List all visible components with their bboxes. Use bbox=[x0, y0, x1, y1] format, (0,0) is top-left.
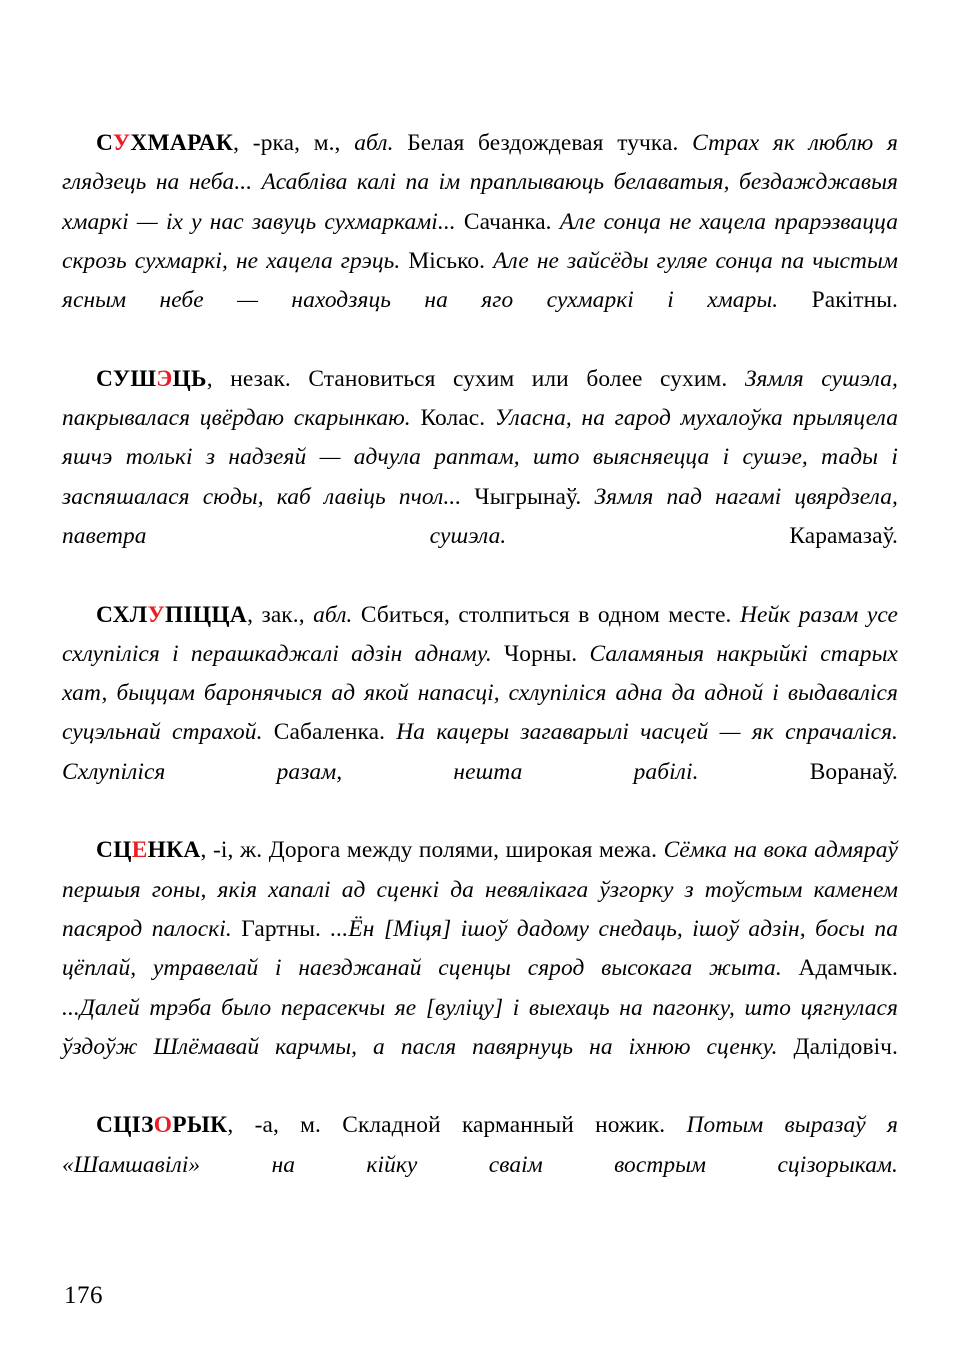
entry-citation-source: Сачанка. bbox=[463, 208, 560, 235]
entry-citation-quote: Зямля пад нагамі цвярдзела, паветра сушэла. bbox=[62, 483, 898, 549]
entry-grammar-label: , незак. bbox=[206, 365, 291, 392]
entry-citation-source: Далідовіч. bbox=[793, 1033, 898, 1060]
entry-citation-source: Адамчык. bbox=[798, 955, 898, 982]
page-number: 176 bbox=[64, 1282, 103, 1309]
entry-citation-source: Ракітны. bbox=[811, 287, 898, 314]
entry-citation-quote: Уласна, на гарод мухалоўка прыляцела яшчэ толькі з надзеяй — адчула раптам, што выясняецца і сушэе, тады і заспяшалася сюды, каб лавіць пчол... bbox=[62, 405, 898, 510]
dictionary-entry bbox=[62, 831, 898, 1106]
entry-citation-quote: Сёмка на вока адмяраў першыя гоны, якія хапалі ад сценкі да невялікага ўзгорку з тоўстым каменем пасярод палоскі. bbox=[62, 837, 898, 942]
entry-citation-source: Воранаў. bbox=[809, 758, 898, 785]
entry-definition: Складной карманный ножик. bbox=[321, 1112, 687, 1139]
entry-grammar-label: , -рка, м., bbox=[233, 130, 355, 156]
entry-citation-source: Чорны. bbox=[503, 640, 590, 667]
entry-citation-source: Колас. bbox=[420, 405, 495, 432]
headword-text-before-stress: С bbox=[96, 130, 113, 156]
headword-text-before-stress: СХЛ bbox=[96, 601, 148, 628]
entry-citation-quote: Але не зайсёды гуляе сонца па чыстым ясным небе — находзяць на яго сухмаркі і хмары. bbox=[62, 247, 898, 314]
dictionary-entry bbox=[62, 360, 898, 596]
entry-citation-quote: Саламяныя накрыйкі старых хат, быццам баронячыся ад якой напасці, схлупіліся адна да адной і выдаваліся суцэльнай страхой. bbox=[62, 640, 899, 746]
entry-citation-quote: Нейк разам усе схлупіліся і перашкаджалі адзін аднаму. bbox=[62, 601, 898, 667]
entry-citation-quote: ...Далей трэба было перасекчы яе [вуліцу] і выехаць на пагонку, што цягнулася ўздоўж Шлёмавай карчмы, а пасля павярнуць на іхнюю сценку. bbox=[62, 994, 898, 1060]
entry-definition: Белая бездождевая тучка. bbox=[393, 130, 693, 156]
headword-stressed-vowel: У bbox=[112, 130, 131, 156]
dictionary-entry bbox=[62, 1106, 898, 1224]
headword-stressed-vowel: У bbox=[147, 601, 165, 628]
entry-headword bbox=[96, 1112, 227, 1138]
entry-usage-label: абл. bbox=[313, 601, 353, 628]
entry-citation-source: Гартны. bbox=[241, 915, 331, 942]
entry-definition: Становиться сухим или более сухим. bbox=[290, 365, 745, 392]
entry-citation-source: Карамазаў. bbox=[789, 522, 898, 549]
headword-stressed-vowel: Э bbox=[156, 365, 173, 392]
headword-text-before-stress: СЦІЗ bbox=[96, 1112, 154, 1139]
entry-citation-quote: На кацеры загаварылі часцей — як спрачаліся. Схлупіліся разам, нешта рабілі. bbox=[62, 719, 898, 785]
entry-citation-quote: Потым выразаў я «Шамшавілі» на кійку сваім вострым сцізорыкам. bbox=[62, 1112, 899, 1178]
entry-headword bbox=[96, 837, 201, 863]
dictionary-entry bbox=[62, 124, 898, 360]
entry-definition: Дорога между полями, широкая межа. bbox=[262, 837, 664, 864]
entry-grammar-label: , -і, ж. bbox=[200, 837, 263, 864]
headword-stressed-vowel: О bbox=[153, 1112, 173, 1139]
dictionary-entry-list bbox=[62, 124, 898, 1224]
entry-headword bbox=[96, 366, 207, 392]
entry-definition: Сбиться, столпиться в одном месте. bbox=[352, 601, 740, 628]
entry-citation-quote: Зямля сушэла, пакрывалася цвёрдаю скарынкаю. bbox=[62, 365, 899, 432]
entry-citation-quote: ...Ён [Міця] ішоў дадому снедаць, ішоў адзін, босы па цёплай, утравелай і наезджанай сценцы сярод высокага жыта. bbox=[62, 915, 899, 982]
entry-headword bbox=[96, 602, 247, 628]
headword-text-after-stress: ПІЦЦА bbox=[164, 601, 248, 628]
entry-citation-source: Чыгрынаў. bbox=[474, 483, 595, 510]
entry-usage-label: абл. bbox=[354, 130, 394, 156]
headword-stressed-vowel: Е bbox=[131, 837, 148, 864]
entry-grammar-label: , зак., bbox=[247, 601, 314, 628]
headword-text-before-stress: СЦ bbox=[96, 837, 132, 864]
dictionary-entry bbox=[62, 596, 898, 832]
entry-citation-source: Сабаленка. bbox=[273, 719, 397, 746]
headword-text-before-stress: СУШ bbox=[96, 365, 157, 392]
headword-text-after-stress: НКА bbox=[147, 837, 201, 864]
entry-grammar-label: , -а, м. bbox=[227, 1112, 321, 1139]
headword-text-after-stress: ЦЬ bbox=[172, 365, 207, 392]
entry-headword bbox=[96, 130, 233, 156]
entry-citation-quote: Але сонца не хацела прарэзвацца скрозь сухмаркі, не хацела грэць. bbox=[62, 208, 898, 274]
headword-text-after-stress: ХМАРАК bbox=[130, 130, 234, 156]
headword-text-after-stress: РЫК bbox=[172, 1112, 228, 1139]
entry-citation-quote: Страх як люблю я глядзець на неба... Асабліва калі па ім праплываюць белаватыя, бездажджавыя хмаркі — іх у нас завуць сухмаркамі... bbox=[62, 130, 898, 235]
entry-citation-source: Місько. bbox=[408, 247, 494, 274]
